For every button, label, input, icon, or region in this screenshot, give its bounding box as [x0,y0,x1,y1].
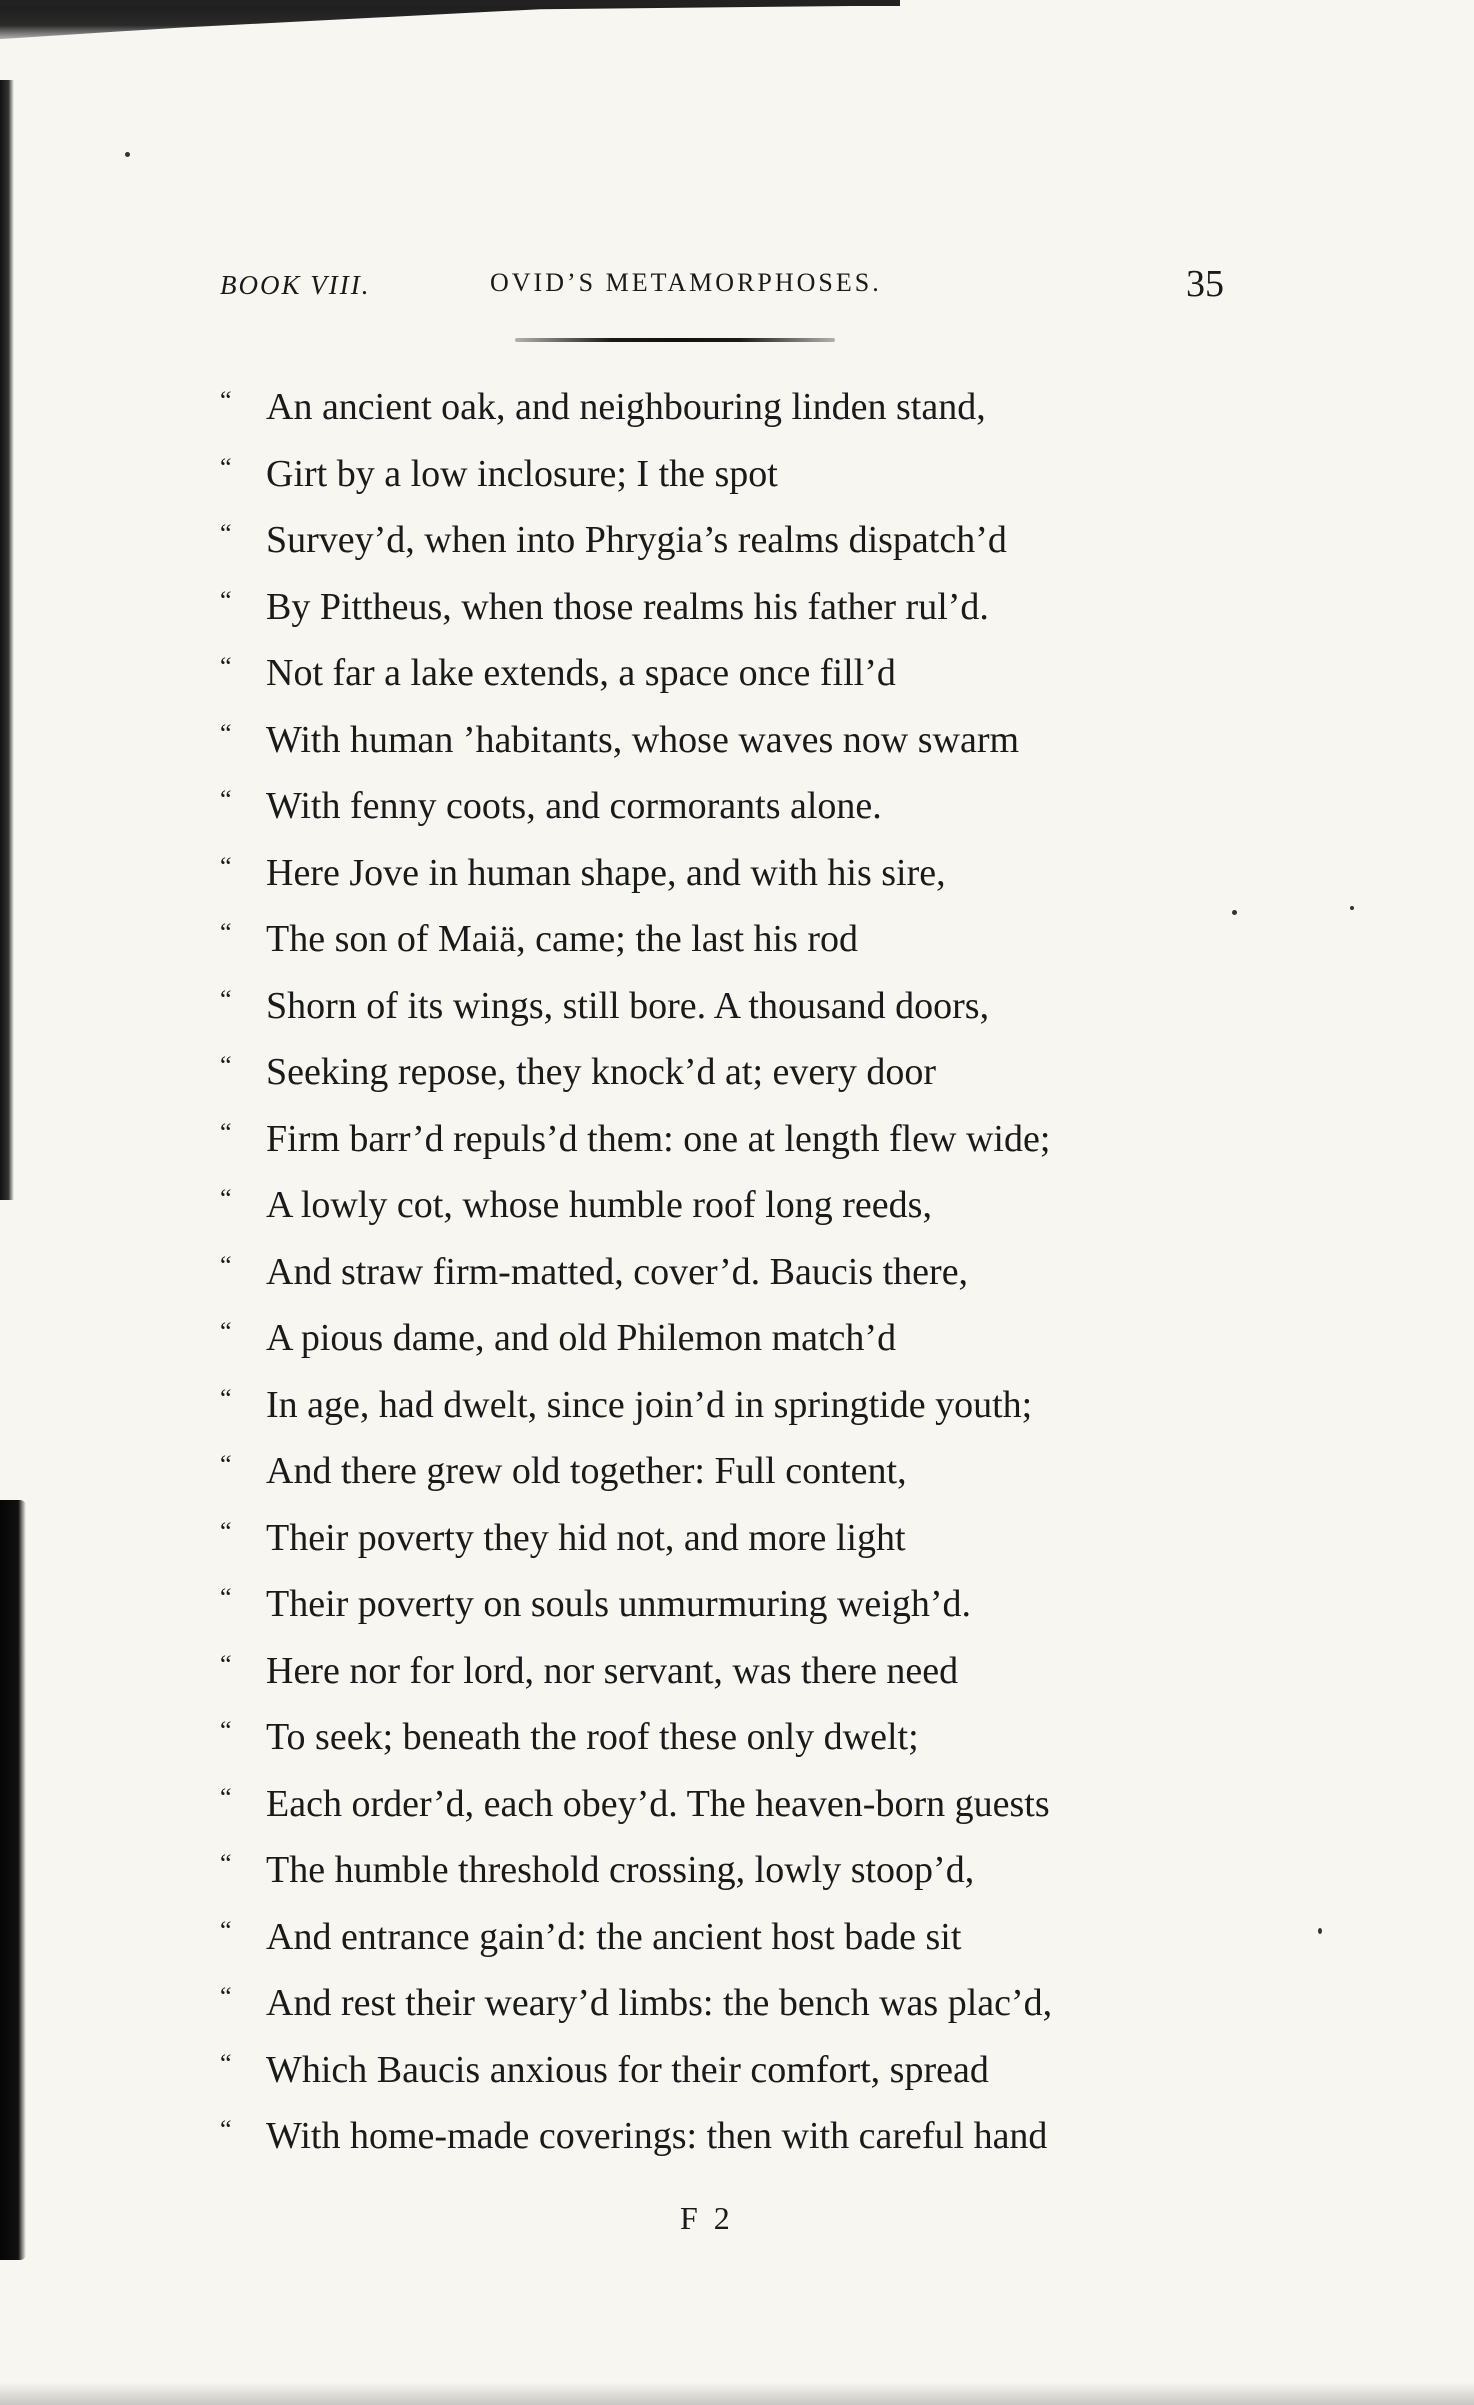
running-header [220,262,1224,312]
quote-mark: “ [220,785,232,815]
verse-text: Shorn of its wings, still bore. A thousand doors, [266,984,990,1027]
quote-mark: “ [220,1849,232,1879]
verse-text: The son of Maiä, came; the last his rod [266,918,859,961]
verse-line [220,640,1230,707]
verse-text: With human ’habitants, whose waves now swarm [266,718,1020,761]
verse-text: By Pittheus, when those realms his father rul’d. [266,585,989,628]
quote-mark: “ [220,1516,232,1546]
verse-text: Their poverty they hid not, and more light [266,1516,906,1559]
verse-text: Survey’d, when into Phrygia’s realms dispatch’d [266,519,1007,562]
quote-mark: “ [220,386,232,416]
verse-line [220,773,1230,840]
verse-line [220,1305,1230,1372]
quote-mark: “ [220,2115,232,2145]
scan-edge-left-lower [0,1500,26,2260]
verse-line [220,840,1230,907]
verse-line [220,574,1230,641]
verse-text: And there grew old together: Full content, [266,1450,907,1493]
verse-text: Here Jove in human shape, and with his sire, [266,851,946,894]
verse-text: Girt by a low inclosure; I the spot [266,452,778,495]
verse-text: In age, had dwelt, since join’d in springtide youth; [266,1383,1033,1426]
quote-mark: “ [220,452,232,482]
quote-mark: “ [220,1317,232,1347]
verse-line [220,1704,1230,1771]
quote-mark: “ [220,1982,232,2012]
quote-mark: “ [220,918,232,948]
quote-mark: “ [220,652,232,682]
verse-line [220,1505,1230,1572]
quote-mark: “ [220,585,232,615]
paper-speck [125,152,130,157]
verse-text: To seek; beneath the roof these only dwelt; [266,1716,919,1759]
verse-line [220,1438,1230,1505]
verse-line [220,441,1230,508]
verse-text: A pious dame, and old Philemon match’d [266,1317,897,1360]
verse-line [220,374,1230,441]
verse-text: With fenny coots, and cormorants alone. [266,785,882,828]
paper-speck [1318,1928,1322,1934]
verse-line [220,707,1230,774]
signature-mark: F 2 [680,2200,734,2236]
verse-line [220,1372,1230,1439]
verse-text: Firm barr’d repuls’d them: one at length flew wide; [266,1117,1051,1160]
page-number: 35 [1186,263,1224,305]
verse-line [220,1904,1230,1971]
verse-line [220,1571,1230,1638]
verse-text: Here nor for lord, nor servant, was there need [266,1649,959,1692]
quote-mark: “ [220,1051,232,1081]
verse-text: The humble threshold crossing, lowly stoop’d, [266,1849,975,1892]
verse-text: Which Baucis anxious for their comfort, spread [266,2048,989,2091]
quote-mark: “ [220,1915,232,1945]
verse-text: An ancient oak, and neighbouring linden stand, [266,386,986,429]
verse-line [220,973,1230,1040]
verse-text: And entrance gain’d: the ancient host bade sit [266,1915,962,1958]
verse-line [220,906,1230,973]
quote-mark: “ [220,851,232,881]
verse-line [220,507,1230,574]
verse-line [220,1771,1230,1838]
scan-edge-left [0,80,14,1200]
verse-line [220,2103,1230,2170]
verse-block [220,374,1230,2170]
verse-text: Their poverty on souls unmurmuring weigh’d. [266,1583,972,1626]
paper-speck [1232,910,1237,915]
quote-mark: “ [220,1450,232,1480]
book-label: BOOK VIII. [220,270,371,300]
verse-text: Seeking repose, they knock’d at; every door [266,1051,937,1094]
verse-line [220,2037,1230,2104]
quote-mark: “ [220,1383,232,1413]
quote-mark: “ [220,1117,232,1147]
header-rule [515,338,835,342]
verse-line [220,1970,1230,2037]
scan-edge-top-line [0,0,900,6]
verse-text: With home-made coverings: then with careful hand [266,2115,1048,2158]
work-title: OVID’S METAMORPHOSES. [490,268,882,297]
quote-mark: “ [220,1250,232,1280]
verse-line [220,1172,1230,1239]
verse-line [220,1106,1230,1173]
verse-text: Each order’d, each obey’d. The heaven-born guests [266,1782,1050,1825]
verse-text: And straw firm-matted, cover’d. Baucis there, [266,1250,969,1293]
quote-mark: “ [220,2048,232,2078]
quote-mark: “ [220,984,232,1014]
verse-line [220,1638,1230,1705]
scan-edge-top [0,0,900,46]
quote-mark: “ [220,1583,232,1613]
quote-mark: “ [220,1782,232,1812]
quote-mark: “ [220,718,232,748]
verse-line [220,1837,1230,1904]
quote-mark: “ [220,1184,232,1214]
quote-mark: “ [220,1716,232,1746]
verse-line [220,1039,1230,1106]
paper-speck [1350,906,1354,910]
verse-text: Not far a lake extends, a space once fill’d [266,652,896,695]
verse-text: A lowly cot, whose humble roof long reeds, [266,1184,932,1227]
quote-mark: “ [220,519,232,549]
verse-text: And rest their weary’d limbs: the bench was plac’d, [266,1982,1053,2025]
quote-mark: “ [220,1649,232,1679]
scan-edge-bottom [0,2382,1474,2405]
verse-line [220,1239,1230,1306]
